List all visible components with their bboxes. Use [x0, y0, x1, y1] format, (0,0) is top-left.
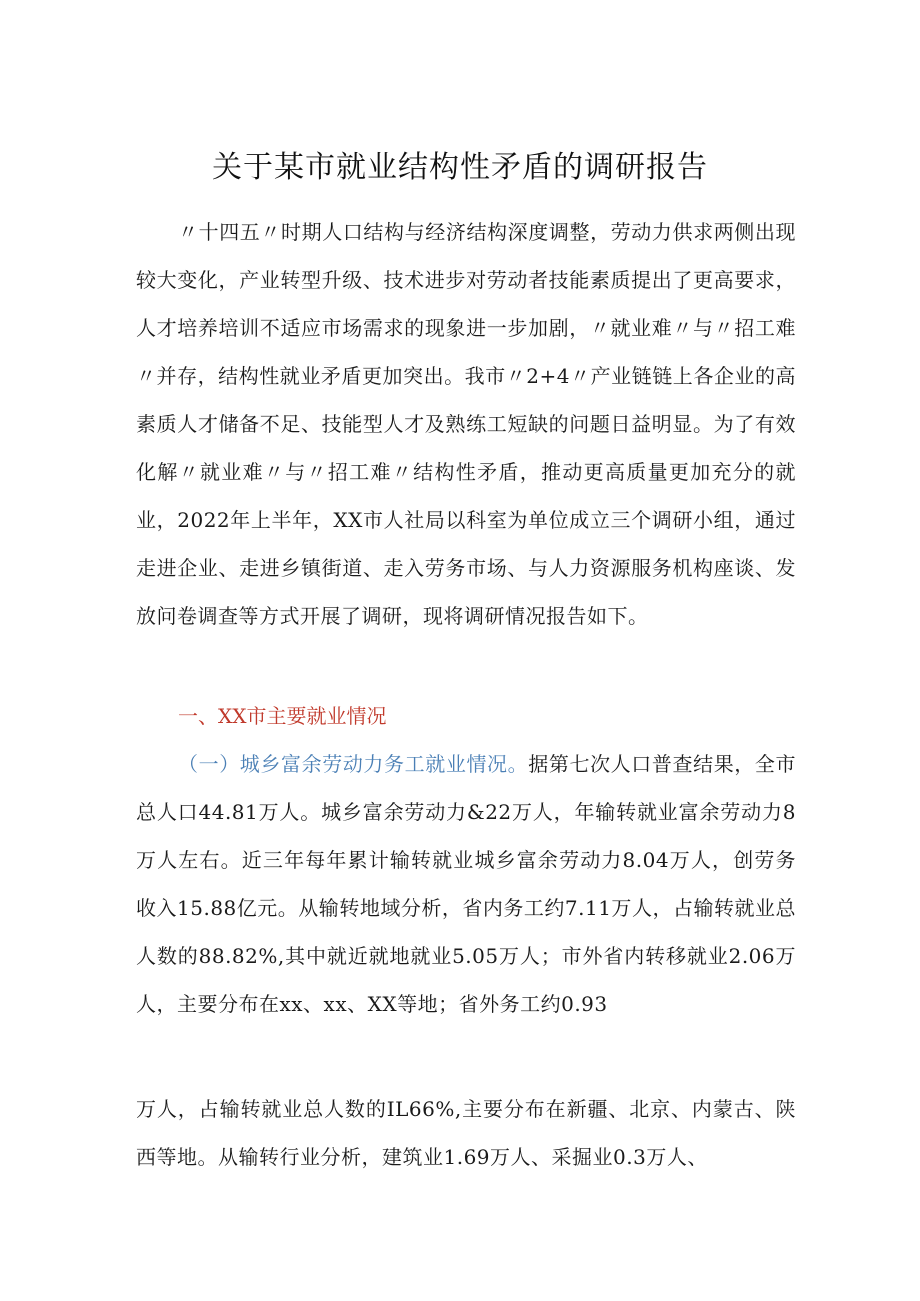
subsection-heading: （一）城乡富余劳动力务工就业情况。 [178, 752, 529, 776]
continuation-paragraph: 万人，占输转就业总人数的IL66%,主要分布在新疆、北京、内蒙古、陕西等地。从输转行业分析，建筑业1.69万人、采掘业0.3万人、 [136, 1097, 796, 1169]
subsection-text: 据第七次人口普查结果，全市总人口44.81万人。城乡富余劳动力&22万人，年输转就业富余劳动力8万人左右。近三年每年累计输转就业城乡富余劳动力8.04万人，创劳务收入15.88亿元。从输转地域分析，省内务工约7.11万人，占输转就业总人数的88.82%,其中就近就地就业5.05万人；市外省内转移就业2.06万人，主要分布在xx、xx、XX等地；省外务工约0.93 [136, 752, 797, 1016]
subsection-paragraph [136, 740, 796, 1028]
section-heading: 一、XX市主要就业情况 [178, 704, 387, 728]
document-title: 关于某市就业结构性矛盾的调研报告 [212, 150, 708, 185]
intro-paragraph: 〃十四五〃时期人口结构与经济结构深度调整，劳动力供求两侧出现较大变化，产业转型升级、技术进步对劳动者技能素质提出了更高要求，人才培养培训不适应市场需求的现象进一步加剧，〃就业难〃与〃招工难〃并存，结构性就业矛盾更加突出。我市〃2+4〃产业链链上各企业的高素质人才储备不足、技能型人才及熟练工短缺的问题日益明显。为了有效化解〃就业难〃与〃招工难〃结构性矛盾，推动更高质量更加充分的就业，2022年上半年，XX市人社局以科室为单位成立三个调研小组，通过走进企业、走进乡镇街道、走入劳务市场、与人力资源服务机构座谈、发放问卷调查等方式开展了调研，现将调研情况报告如下。 [136, 220, 796, 628]
